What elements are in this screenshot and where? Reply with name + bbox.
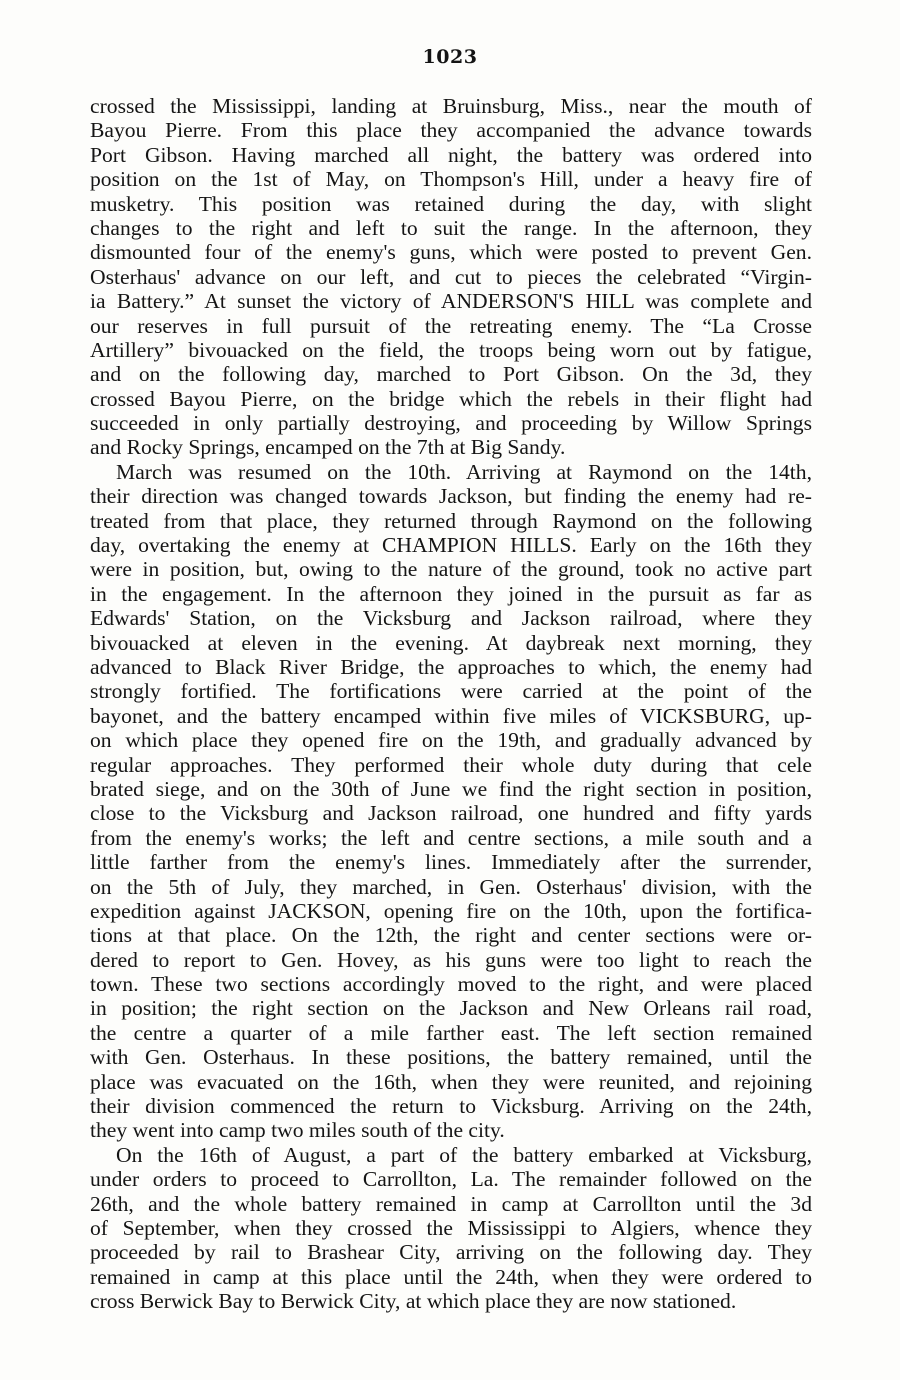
paragraph: [90, 460, 812, 1143]
text-line: ia Battery.” At sunset the victory of ANDERSON'S HILL was complete and: [90, 289, 812, 314]
paragraph: [90, 1143, 812, 1314]
text-line: our reserves in full pursuit of the retreating enemy. The “La Crosse: [90, 313, 812, 338]
text-line: crossed the Mississippi, landing at Bruinsburg, Miss., near the mouth of: [90, 94, 812, 118]
text-line: Edwards' Station, on the Vicksburg and Jackson railroad, where they: [90, 606, 812, 631]
text-line: their division commenced the return to Vicksburg. Arriving on the 24th,: [90, 1094, 812, 1119]
body-text: [90, 94, 812, 1314]
text-line: advanced to Black River Bridge, the approaches to which, the enemy had: [90, 654, 812, 679]
text-line: their direction was changed towards Jackson, but finding the enemy had re-: [90, 484, 812, 509]
text-line: of September, when they crossed the Mississippi to Algiers, whence they: [90, 1215, 812, 1240]
text-line: musketry. This position was retained during the day, with slight: [90, 191, 812, 216]
text-line: position on the 1st of May, on Thompson's Hill, under a heavy fire of: [90, 167, 812, 192]
text-line: dismounted four of the enemy's guns, which were posted to prevent Gen.: [90, 240, 812, 265]
text-line: dered to report to Gen. Hovey, as his guns were too light to reach the: [90, 947, 812, 972]
text-line: under orders to proceed to Carrollton, La. The remainder followed on the: [90, 1167, 812, 1192]
text-line: close to the Vicksburg and Jackson railroad, one hundred and fifty yards: [90, 801, 812, 826]
text-line: bayonet, and the battery encamped within five miles of VICKSBURG, up-: [90, 703, 812, 728]
text-line: place was evacuated on the 16th, when they were reunited, and rejoining: [90, 1069, 812, 1094]
text-line: little farther from the enemy's lines. Immediately after the surrender,: [90, 850, 812, 875]
text-line: Osterhaus' advance on our left, and cut to pieces the celebrated “Virgin-: [90, 264, 812, 289]
text-line: Port Gibson. Having marched all night, the battery was ordered into: [90, 142, 812, 167]
text-line: remained in camp at this place until the 24th, when they were ordered to: [90, 1264, 812, 1289]
text-line: brated siege, and on the 30th of June we find the right section in position,: [90, 776, 812, 801]
text-line: March was resumed on the 10th. Arriving at Raymond on the 14th,: [116, 459, 812, 484]
text-line: with Gen. Osterhaus. In these positions, the battery remained, until the: [90, 1045, 812, 1070]
text-line: expedition against JACKSON, opening fire on the 10th, upon the fortifica-: [90, 898, 812, 923]
text-line: regular approaches. They performed their whole duty during that cele: [90, 752, 812, 777]
text-line: from the enemy's works; the left and centre sections, a mile south and a: [90, 825, 812, 850]
text-line: on the 5th of July, they marched, in Gen. Osterhaus' division, with the: [90, 874, 812, 899]
text-line: changes to the right and left to suit the range. In the afternoon, they: [90, 215, 812, 240]
page-number: 1023: [422, 46, 478, 68]
text-line: cross Berwick Bay to Berwick City, at which place they are now stationed.: [90, 1289, 737, 1314]
text-line: treated from that place, they returned through Raymond on the following: [90, 508, 812, 533]
text-line: and on the following day, marched to Port Gibson. On the 3d, they: [90, 362, 812, 387]
text-line: in the engagement. In the afternoon they joined in the pursuit as far as: [90, 581, 812, 606]
text-line: tions at that place. On the 12th, the right and center sections were or-: [90, 923, 812, 948]
text-line: on which place they opened fire on the 19th, and gradually advanced by: [90, 728, 812, 753]
text-line: proceeded by rail to Brashear City, arriving on the following day. They: [90, 1240, 812, 1265]
text-line: the centre a quarter of a mile farther east. The left section remained: [90, 1020, 812, 1045]
text-line: succeeded in only partially destroying, and proceeding by Willow Springs: [90, 411, 812, 436]
paragraph: [90, 94, 812, 460]
text-line: were in position, but, owing to the nature of the ground, took no active part: [90, 557, 812, 582]
text-line: and Rocky Springs, encamped on the 7th at Big Sandy.: [90, 435, 566, 460]
text-line: in position; the right section on the Jackson and New Orleans rail road,: [90, 996, 812, 1021]
text-line: town. These two sections accordingly moved to the right, and were placed: [90, 972, 812, 997]
text-line: Bayou Pierre. From this place they accompanied the advance towards: [90, 118, 812, 143]
text-line: they went into camp two miles south of the city.: [90, 1118, 505, 1143]
text-line: Artillery” bivouacked on the field, the troops being worn out by fatigue,: [90, 337, 812, 362]
text-line: 26th, and the whole battery remained in camp at Carrollton until the 3d: [90, 1191, 812, 1216]
text-line: bivouacked at eleven in the evening. At daybreak next morning, they: [90, 630, 812, 655]
text-line: day, overtaking the enemy at CHAMPION HILLS. Early on the 16th they: [90, 533, 812, 558]
text-line: strongly fortified. The fortifications were carried at the point of the: [90, 679, 812, 704]
text-line: crossed Bayou Pierre, on the bridge which the rebels in their flight had: [90, 386, 812, 411]
text-line: On the 16th of August, a part of the battery embarked at Vicksburg,: [116, 1142, 812, 1167]
